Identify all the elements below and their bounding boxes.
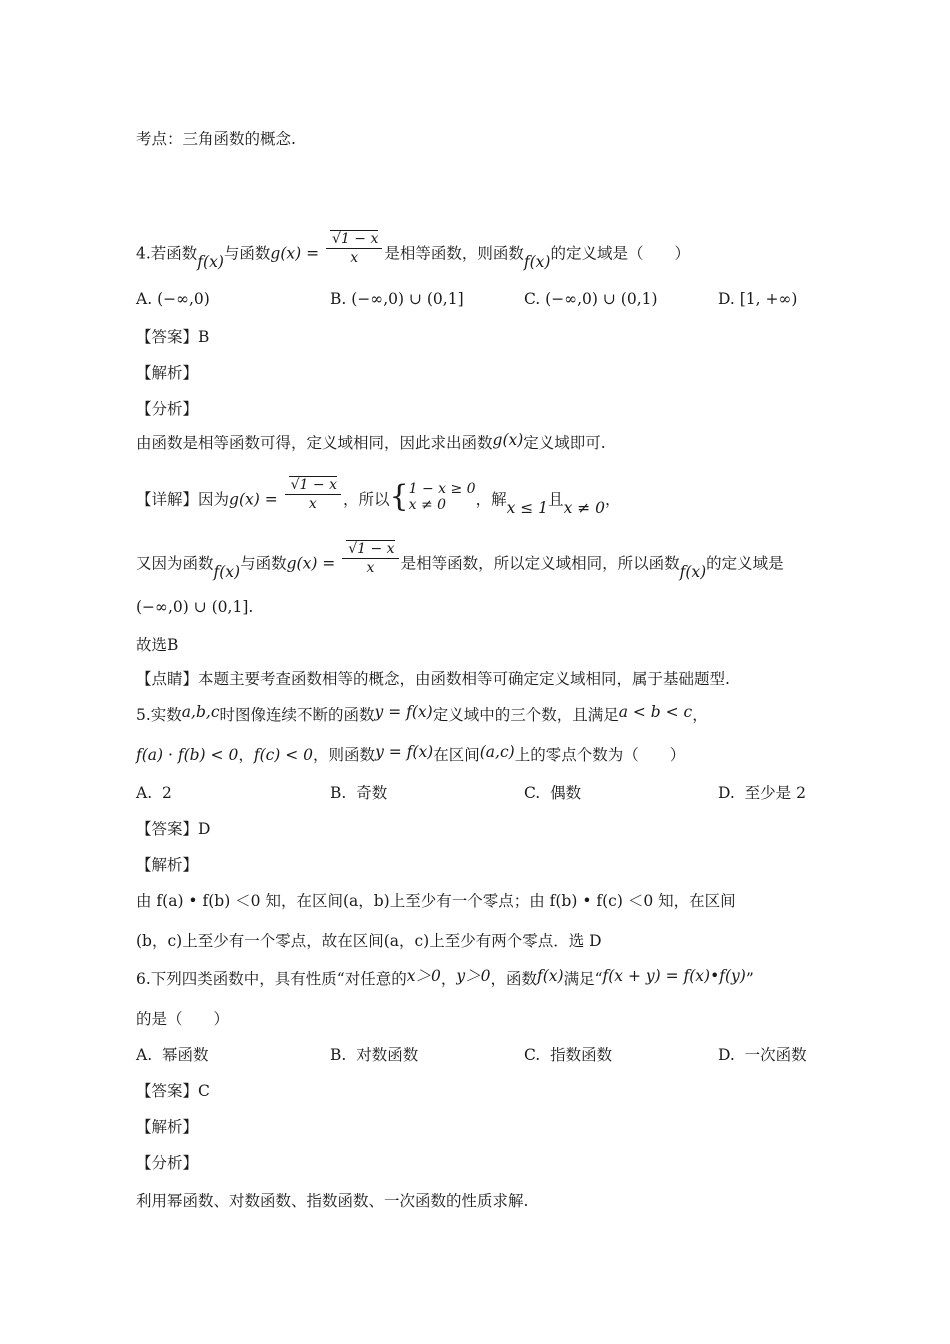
q4-text-1: 4.若函数: [136, 244, 198, 263]
q5-text-6: 在区间: [433, 746, 480, 764]
q5-text-7: 上的零点个数为（ ）: [514, 746, 686, 764]
q4-option-b-letter: B.: [330, 290, 347, 308]
q6-stem-line-1: [136, 968, 754, 990]
q4-fenxi-text: [136, 432, 606, 454]
q4-numerator: √1 − x: [332, 231, 379, 247]
q4-again: [136, 541, 784, 583]
q4-detail-denominator: x: [308, 496, 317, 512]
q6-y-condition: y＞0: [456, 967, 491, 985]
q5-option-c: [524, 782, 581, 804]
q4-stem: [136, 231, 690, 273]
q4-detail-a: 【详解】因为: [136, 490, 230, 509]
q5-text-1: 5.实数: [136, 706, 182, 724]
q4-denominator: x: [350, 250, 359, 266]
q5-option-d-letter: D.: [718, 784, 735, 802]
q6-equation: f(x + y) = f(x)•f(y): [602, 967, 746, 985]
q4-answer: 【答案】B: [136, 328, 210, 346]
q4-gx: g(x) =: [270, 244, 324, 263]
q6-option-c-value: 指数函数: [550, 1046, 613, 1064]
q6-fx: f(x): [536, 967, 564, 985]
q6-option-d: [718, 1044, 807, 1066]
q4-fenxi: 【分析】: [136, 400, 199, 418]
q5-condition-1: f(a) · f(b) < 0: [136, 746, 239, 764]
q4-fx-2: f(x): [523, 252, 551, 271]
q4-again-c: 是相等函数，所以定义域相同，所以函数: [400, 554, 680, 573]
q4-option-d-value: [1, +∞): [739, 290, 798, 308]
q6-fenxi: 【分析】: [136, 1154, 199, 1172]
q6-option-b-letter: B.: [330, 1046, 347, 1064]
q5-stem-line-2: [136, 744, 685, 766]
q4-again-numerator: √1 − x: [348, 541, 395, 557]
q5-explain-line-2: (b，c)上至少有一个零点，故在区间(a，c)上至少有两个零点．选 D: [136, 932, 602, 950]
q5-answer: 【答案】D: [136, 820, 211, 838]
q4-detail-f: ，: [605, 490, 621, 509]
q5-jiexi: 【解析】: [136, 856, 199, 874]
q5-option-b-letter: B.: [330, 784, 347, 802]
q4-text-2: 与函数: [223, 244, 271, 263]
q4-again-fx-2: f(x): [679, 562, 707, 581]
q5-condition-2: f(c) < 0: [253, 746, 314, 764]
q4-system-row-2: x ≠ 0: [408, 496, 447, 513]
q4-detail-numerator: √1 − x: [290, 477, 337, 493]
q4-detail-b: ，所以: [342, 490, 390, 509]
q6-option-b-value: 对数函数: [356, 1046, 419, 1064]
q4-fenxi-text-b: 定义域即可.: [523, 434, 606, 452]
q4-again-d: 的定义域是: [706, 554, 784, 573]
q5-interval: (a,c): [479, 743, 515, 761]
q4-dianjing: 【点睛】本题主要考查函数相等的概念，由函数相等可确定定义域相同，属于基础题型.: [136, 670, 730, 688]
q4-fenxi-g: g(x): [492, 431, 524, 449]
q6-stem-line-2: 的是（ ）: [136, 1010, 230, 1028]
q6-text-1: 6.下列四类函数中，具有性质“对任意的: [136, 970, 407, 988]
q4-detail-d: 且: [548, 490, 564, 509]
q5-option-b: [330, 782, 387, 804]
q5-inequality: a < b < c: [618, 703, 693, 721]
q4-again-fx: f(x): [213, 562, 241, 581]
kaodian-line: 考点：三角函数的概念.: [136, 130, 296, 148]
q6-option-b: [330, 1044, 418, 1066]
q6-text-5: ”: [745, 970, 754, 988]
q6-x-condition: x＞0: [406, 967, 441, 985]
q4-system: { 1 − x ≥ 0 x ≠ 0: [389, 478, 476, 514]
q6-option-c: [524, 1044, 612, 1066]
q6-option-a-letter: A.: [136, 1046, 153, 1064]
q5-option-a-letter: A.: [136, 784, 153, 802]
q6-text-4: 满足“: [563, 970, 603, 988]
q6-option-a: [136, 1044, 209, 1066]
q4-again-denominator: x: [366, 560, 375, 576]
q4-jiexi: 【解析】: [136, 364, 199, 382]
q4-domain: (−∞,0) ∪ (0,1].: [136, 598, 254, 616]
q6-text-2: ，: [440, 970, 457, 988]
q4-fenxi-text-a: 由函数是相等函数可得，定义域相同，因此求出函数: [136, 434, 493, 452]
q5-text-2: 时图像连续不断的函数: [219, 706, 375, 724]
q4-fx: f(x): [197, 252, 224, 271]
q4-option-a-value: (−∞,0): [157, 290, 210, 308]
q5-text-4: ，: [692, 706, 708, 724]
q6-answer: 【答案】C: [136, 1082, 210, 1100]
q5-explain-line-1: 由 f(a) • f(b) ＜0 知，在区间(a，b)上至少有一个零点；由 f(b) • f(c) ＜0 知，在区间: [136, 892, 736, 910]
q5-separator: ，: [238, 746, 254, 764]
q6-jiexi: 【解析】: [136, 1118, 199, 1136]
q4-option-a-letter: A.: [136, 290, 153, 308]
q5-option-c-letter: C.: [524, 784, 541, 802]
q4-detail-c: ，解: [475, 490, 507, 509]
q4-option-b: [330, 288, 464, 310]
q4-text-3: 是相等函数，则函数: [384, 244, 524, 263]
q4-guxuan: 故选B: [136, 636, 179, 654]
q5-text-3: 定义域中的三个数，且满足: [432, 706, 619, 724]
q5-stem-line-1: [136, 704, 708, 726]
q4-option-c: [524, 288, 658, 310]
q4-detail-g: g(x) =: [229, 490, 283, 509]
q4-option-c-letter: C.: [524, 290, 541, 308]
q5-yfx-2: y = f(x): [375, 743, 434, 761]
q4-option-a: [136, 288, 210, 310]
q4-detail-fraction: [285, 476, 341, 513]
q6-option-d-letter: D.: [718, 1046, 735, 1064]
q6-fenxi-text: 利用幂函数、对数函数、指数函数、一次函数的性质求解.: [136, 1192, 529, 1210]
q4-option-c-value: (−∞,0) ∪ (0,1): [545, 290, 658, 308]
q4-again-b: 与函数: [240, 554, 287, 573]
q4-again-fraction: [342, 540, 398, 577]
q4-system-row-1: 1 − x ≥ 0: [408, 480, 476, 497]
q5-text-5: ，则函数: [313, 746, 376, 764]
q4-again-a: 又因为函数: [136, 554, 214, 573]
q5-option-d: [718, 782, 806, 804]
q4-text-4: 的定义域是（ ）: [550, 244, 690, 263]
q4-option-d-letter: D.: [718, 290, 735, 308]
q5-option-a-value: 2: [161, 784, 172, 802]
q6-option-c-letter: C.: [524, 1046, 541, 1064]
q4-detail-e: x ≠ 0: [563, 498, 606, 517]
q5-option-c-value: 偶数: [550, 784, 582, 802]
q6-text-3: ，函数: [490, 970, 537, 988]
q5-option-d-value: 至少是 2: [744, 784, 806, 802]
q5-option-a: [136, 782, 172, 804]
q4-fraction: [326, 230, 382, 267]
q5-option-b-value: 奇数: [356, 784, 388, 802]
q5-abc: a,b,c: [181, 703, 220, 721]
q4-option-b-value: (−∞,0) ∪ (0,1]: [351, 290, 464, 308]
q4-detail: [136, 477, 621, 519]
q4-detail-x: x ≤ 1: [506, 498, 549, 517]
q4-again-g: g(x) =: [286, 554, 341, 573]
q6-option-d-value: 一次函数: [744, 1046, 807, 1064]
q4-option-d: [718, 288, 797, 310]
q6-option-a-value: 幂函数: [161, 1046, 209, 1064]
q5-yfx: y = f(x): [374, 703, 433, 721]
